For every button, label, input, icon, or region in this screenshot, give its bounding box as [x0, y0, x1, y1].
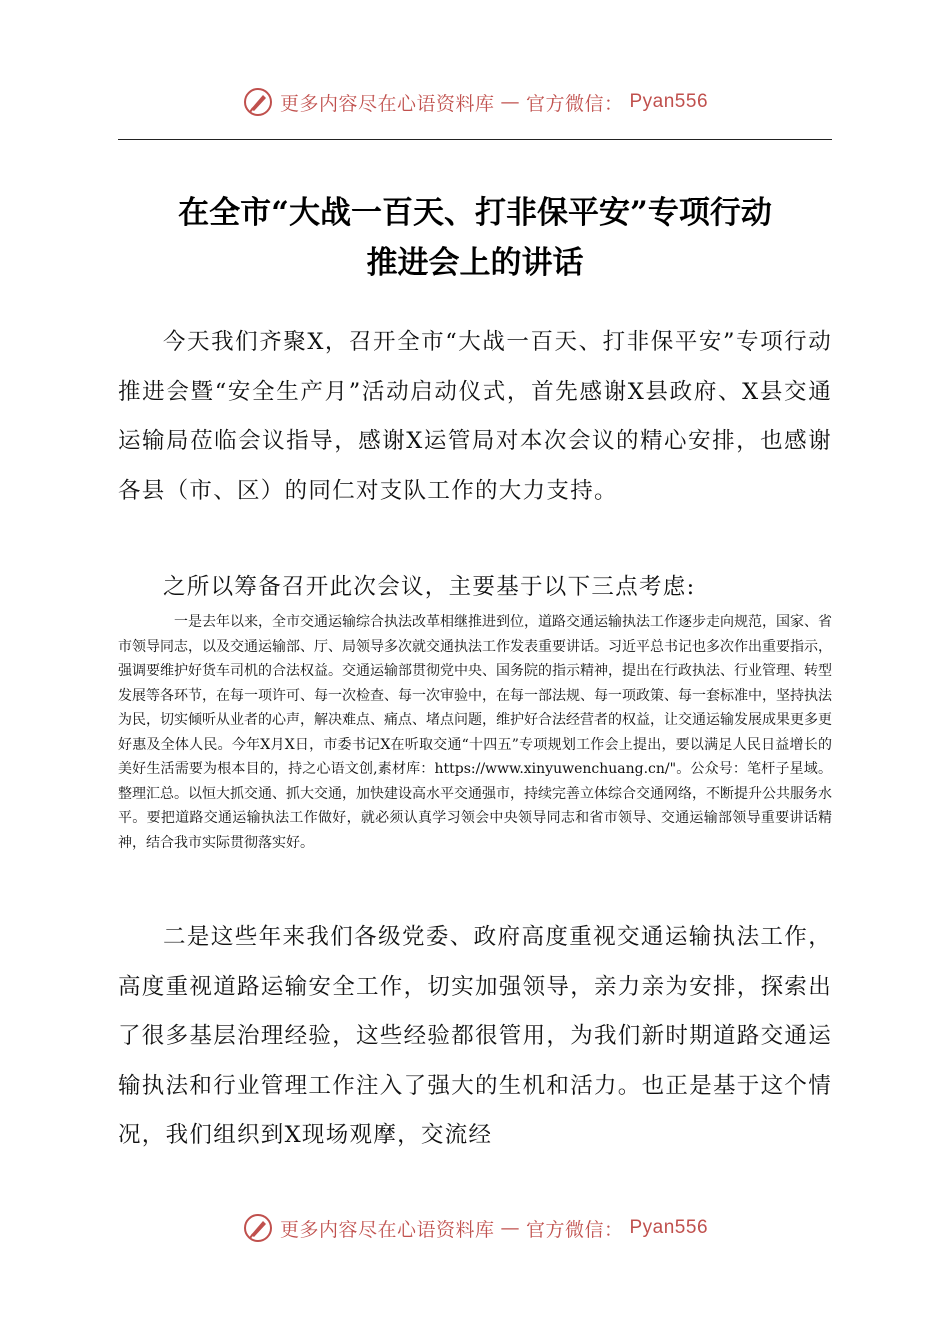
- watermark-separator: —: [500, 1217, 520, 1239]
- watermark-wechat-id: Pyan556: [629, 91, 709, 112]
- watermark-label: 官方微信：: [525, 1218, 624, 1241]
- watermark-label: 官方微信：: [525, 92, 624, 115]
- paragraph-reasons-lead: 之所以筹备召开此次会议，主要基于以下三点考虑:: [163, 574, 696, 600]
- paragraph-reason-two: 二是这些年来我们各级党委、政府高度重视交通运输执法工作，高度重视道路运输安全工作，切实加强领导，亲力亲为安排，探索出了很多基层治理经验，这些经验都很管用，为我们新时期道路交通运输执法和行业管理工作注入了强大的生机和活力。也正是基于这个情况，我们组织到X现场观摩，交流经: [118, 924, 833, 1149]
- quill-logo-icon: [242, 1212, 274, 1244]
- title-line-2: 推进会上的讲话: [366, 245, 584, 281]
- watermark-wechat-id: Pyan556: [629, 1217, 709, 1238]
- watermark-text: 更多内容尽在心语资料库: [279, 1218, 495, 1241]
- quill-logo-icon: [242, 86, 274, 118]
- document-title: [100, 188, 850, 288]
- watermark-separator: —: [500, 91, 520, 113]
- watermark-text: 更多内容尽在心语资料库: [279, 92, 495, 115]
- header-divider: [118, 139, 832, 140]
- footer-watermark: [0, 1212, 950, 1244]
- title-line-1: 在全市“大战一百天、打非保平安”专项行动: [178, 195, 772, 231]
- paragraph-reason-one: 一是去年以来，全市交通运输综合执法改革相继推进到位，道路交通运输执法工作逐步走向规范，国家、省市领导同志，以及交通运输部、厅、局领导多次就交通执法工作发表重要讲话。习近平总书记也多次作出重要指示，强调要维护好货车司机的合法权益。交通运输部贯彻党中央、国务院的指示精神，提出在行政执法、行业管理、转型发展等各环节，在每一项许可、每一次检查、每一次审验中，在每一部法规、每一项政策、每一套标准中，坚持执法为民，切实倾听从业者的心声，解决难点、痛点、堵点问题，维护好合法经营者的权益，让交通运输发展成果更多更好惠及全体人民。今年X月X日，市委书记X在听取交通“十四五”专项规划工作会上提出，要以满足人民日益增长的美好生活需要为根本目的，持之心语文创,素材库：https://www.xinyuwenchuang.cn/"。公众号：笔杆子星域。整理汇总。以恒大抓交通、抓大交通，加快建设高水平交通强市，持续完善立体综合交通网络，不断提升公共服务水平。要把道路交通运输执法工作做好，就必须认真学习领会中央领导同志和省市领导、交通运输部领导重要讲话精神，结合我市实际贯彻落实好。: [118, 614, 832, 851]
- paragraph-intro: 今天我们齐聚X，召开全市“大战一百天、打非保平安”专项行动推进会暨“安全生产月”活动启动仪式，首先感谢X县政府、X县交通运输局莅临会议指导，感谢X运管局对本次会议的精心安排，也感谢各县（市、区）的同仁对支队工作的大力支持。: [118, 329, 832, 504]
- header-watermark: [0, 86, 950, 118]
